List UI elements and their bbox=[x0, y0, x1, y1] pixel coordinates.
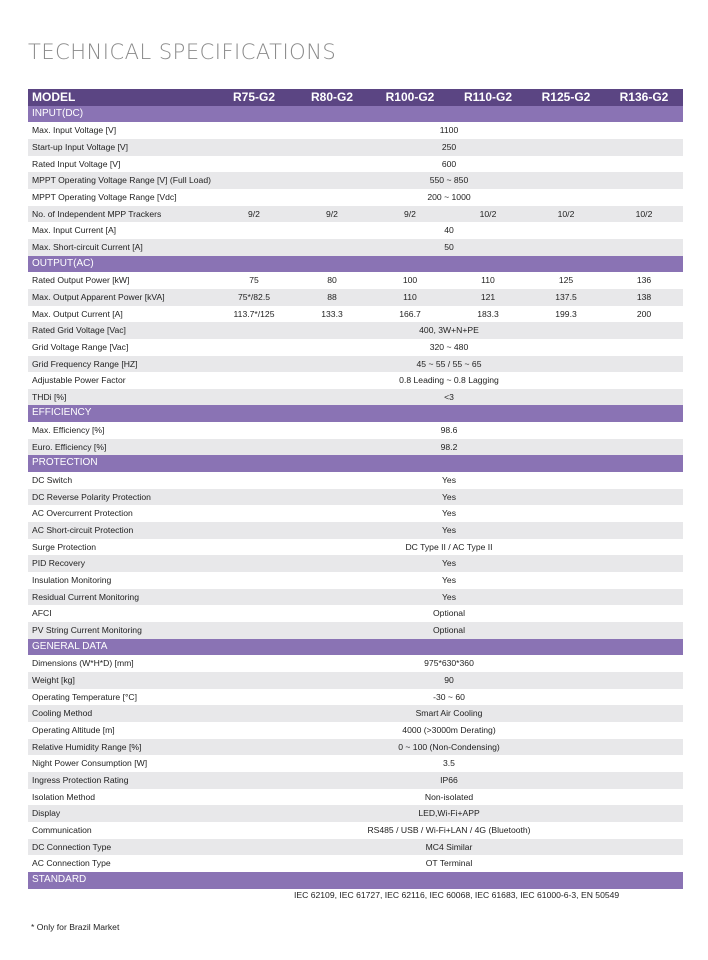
spec-row bbox=[28, 739, 683, 756]
spec-label: DC Reverse Polarity Protection bbox=[28, 489, 215, 506]
spec-value: 9/2 bbox=[293, 206, 371, 223]
spec-label: Display bbox=[28, 805, 215, 822]
spec-value: 98.6 bbox=[440, 425, 458, 436]
spec-value: 138 bbox=[605, 289, 683, 306]
spec-label: Start-up Input Voltage [V] bbox=[28, 139, 215, 156]
spec-row bbox=[28, 822, 683, 839]
spec-value: 9/2 bbox=[215, 206, 293, 223]
section-title: OUTPUT(AC) bbox=[28, 256, 683, 273]
spec-value: 40 bbox=[444, 225, 454, 236]
spec-value: OT Terminal bbox=[425, 858, 473, 869]
spec-row bbox=[28, 306, 683, 323]
spec-label: Max. Efficiency [%] bbox=[32, 425, 105, 436]
spec-label: AC Short-circuit Protection bbox=[28, 522, 215, 539]
spec-value: 183.3 bbox=[477, 308, 499, 319]
spec-value: 137.5 bbox=[527, 289, 605, 306]
spec-row bbox=[28, 805, 683, 822]
spec-label: Rated Input Voltage [V] bbox=[32, 158, 121, 169]
spec-label: AFCI bbox=[32, 608, 52, 619]
spec-label: Rated Output Power [kW] bbox=[32, 275, 130, 286]
spec-row bbox=[28, 789, 683, 806]
spec-label: Dimensions (W*H*D) [mm] bbox=[32, 658, 134, 669]
spec-value: 113.7*/125 bbox=[233, 308, 275, 319]
spec-value: <3 bbox=[215, 389, 683, 406]
spec-label: Surge Protection bbox=[32, 541, 97, 552]
spec-value: Yes bbox=[441, 508, 457, 519]
spec-value: 121 bbox=[449, 289, 527, 306]
spec-value: 88 bbox=[293, 289, 371, 306]
spec-row bbox=[28, 722, 683, 739]
spec-label: DC Switch bbox=[32, 475, 73, 486]
section-title: INPUT(DC) bbox=[28, 106, 683, 123]
spec-value: 550 ~ 850 bbox=[215, 172, 683, 189]
spec-row bbox=[28, 322, 683, 339]
spec-row bbox=[28, 222, 683, 239]
spec-row bbox=[28, 206, 683, 223]
spec-row bbox=[28, 156, 683, 173]
spec-label: Operating Temperature [°C] bbox=[32, 691, 138, 702]
spec-row bbox=[28, 505, 683, 522]
model-header-label: MODEL bbox=[28, 89, 215, 106]
spec-row bbox=[28, 589, 683, 606]
spec-value: 10/2 bbox=[527, 206, 605, 223]
section-title: GENERAL DATA bbox=[28, 639, 683, 656]
spec-value: 125 bbox=[558, 275, 574, 286]
spec-value: Yes bbox=[215, 589, 683, 606]
spec-row bbox=[28, 289, 683, 306]
section-header bbox=[28, 405, 683, 422]
spec-label: Relative Humidity Range [%] bbox=[28, 739, 215, 756]
spec-row bbox=[28, 539, 683, 556]
spec-row bbox=[28, 422, 683, 439]
spec-row bbox=[28, 122, 683, 139]
spec-value: 975*630*360 bbox=[424, 658, 474, 669]
spec-value: 0.8 Leading ~ 0.8 Lagging bbox=[399, 375, 499, 386]
spec-value: 136 bbox=[636, 275, 652, 286]
spec-row bbox=[28, 389, 683, 406]
spec-value: 9/2 bbox=[371, 206, 449, 223]
model-header-cell: R80-G2 bbox=[293, 89, 371, 106]
spec-label: MPPT Operating Voltage Range [V] (Full Load) bbox=[28, 172, 215, 189]
spec-row bbox=[28, 172, 683, 189]
spec-value: 3.5 bbox=[443, 758, 455, 769]
spec-value: 10/2 bbox=[605, 206, 683, 223]
spec-value: 250 bbox=[215, 139, 683, 156]
spec-value: 50 bbox=[215, 239, 683, 256]
spec-table bbox=[28, 89, 683, 889]
spec-row bbox=[28, 139, 683, 156]
spec-value: Smart Air Cooling bbox=[215, 705, 683, 722]
spec-value: 0 ~ 100 (Non-Condensing) bbox=[215, 739, 683, 756]
spec-row bbox=[28, 839, 683, 856]
spec-label: Residual Current Monitoring bbox=[28, 589, 215, 606]
spec-label: No. of Independent MPP Trackers bbox=[28, 206, 215, 223]
spec-value: Yes bbox=[215, 489, 683, 506]
spec-label: Max. Input Current [A] bbox=[32, 225, 117, 236]
spec-row bbox=[28, 772, 683, 789]
spec-label: Operating Altitude [m] bbox=[32, 724, 115, 735]
spec-value: 1100 bbox=[439, 125, 459, 136]
spec-label: Max. Output Current [A] bbox=[32, 308, 123, 319]
spec-label: THDi [%] bbox=[28, 389, 215, 406]
spec-label: Max. Output Apparent Power [kVA] bbox=[28, 289, 215, 306]
spec-row bbox=[28, 439, 683, 456]
spec-value: Yes bbox=[441, 575, 457, 586]
section-header bbox=[28, 106, 683, 123]
spec-label: Insulation Monitoring bbox=[32, 575, 112, 586]
spec-label: Adjustable Power Factor bbox=[32, 375, 126, 386]
spec-label: Grid Frequency Range [HZ] bbox=[28, 356, 215, 373]
spec-label: DC Connection Type bbox=[28, 839, 215, 856]
spec-value: IP66 bbox=[215, 772, 683, 789]
spec-value: 90 bbox=[215, 672, 683, 689]
spec-value: Yes bbox=[441, 475, 457, 486]
spec-label: PV String Current Monitoring bbox=[28, 622, 215, 639]
spec-label: Euro. Efficiency [%] bbox=[28, 439, 215, 456]
spec-label: MPPT Operating Voltage Range [Vdc] bbox=[32, 191, 177, 202]
section-title: PROTECTION bbox=[28, 455, 683, 472]
spec-row bbox=[28, 705, 683, 722]
standard-text: IEC 62109, IEC 61727, IEC 62116, IEC 60068, IEC 61683, IEC 61000-6-3, EN 50549 bbox=[294, 890, 620, 900]
spec-row bbox=[28, 672, 683, 689]
spec-value: 75 bbox=[249, 275, 259, 286]
spec-value: LED,Wi-Fi+APP bbox=[215, 805, 683, 822]
spec-row bbox=[28, 339, 683, 356]
spec-label: Night Power Consumption [W] bbox=[32, 758, 148, 769]
spec-value: 98.2 bbox=[215, 439, 683, 456]
spec-value: Non-isolated bbox=[424, 791, 474, 802]
spec-row bbox=[28, 239, 683, 256]
spec-row bbox=[28, 272, 683, 289]
spec-value: 200 ~ 1000 bbox=[427, 191, 471, 202]
spec-value: 10/2 bbox=[449, 206, 527, 223]
page-title: TECHNICAL SPECIFICATIONS bbox=[28, 40, 337, 64]
section-header bbox=[28, 872, 683, 889]
spec-value: RS485 / USB / Wi-Fi+LAN / 4G (Bluetooth) bbox=[367, 824, 531, 835]
section-title: STANDARD bbox=[28, 872, 683, 889]
spec-row bbox=[28, 622, 683, 639]
spec-row bbox=[28, 855, 683, 872]
section-header bbox=[28, 455, 683, 472]
spec-value: Yes bbox=[215, 522, 683, 539]
section-header bbox=[28, 639, 683, 656]
spec-row bbox=[28, 472, 683, 489]
spec-row bbox=[28, 689, 683, 706]
spec-value: 320 ~ 480 bbox=[429, 341, 469, 352]
spec-row bbox=[28, 489, 683, 506]
spec-row bbox=[28, 372, 683, 389]
spec-value: 110 bbox=[481, 275, 495, 286]
spec-value: -30 ~ 60 bbox=[433, 691, 465, 702]
spec-row bbox=[28, 555, 683, 572]
spec-label: Max. Input Voltage [V] bbox=[32, 125, 117, 136]
spec-label: AC Overcurrent Protection bbox=[32, 508, 133, 519]
spec-value: 166.7 bbox=[399, 308, 421, 319]
spec-row bbox=[28, 522, 683, 539]
model-header-cell: R125-G2 bbox=[527, 89, 605, 106]
spec-value: 80 bbox=[327, 275, 337, 286]
footnote: * Only for Brazil Market bbox=[31, 922, 120, 932]
spec-row bbox=[28, 755, 683, 772]
spec-value: 110 bbox=[371, 289, 449, 306]
spec-row bbox=[28, 655, 683, 672]
spec-value: 199.3 bbox=[555, 308, 577, 319]
section-title: EFFICIENCY bbox=[28, 405, 683, 422]
spec-label: Weight [kg] bbox=[28, 672, 215, 689]
spec-value: 100 bbox=[402, 275, 418, 286]
spec-value: Optional bbox=[432, 608, 465, 619]
spec-value: 4000 (>3000m Derating) bbox=[402, 724, 496, 735]
spec-value: 45 ~ 55 / 55 ~ 65 bbox=[215, 356, 683, 373]
spec-value: DC Type II / AC Type II bbox=[405, 541, 493, 552]
spec-label: Grid Voltage Range [Vac] bbox=[32, 341, 129, 352]
model-header-cell: R100-G2 bbox=[371, 89, 449, 106]
spec-value: Optional bbox=[215, 622, 683, 639]
spec-label: Cooling Method bbox=[28, 705, 215, 722]
spec-label: Max. Short-circuit Current [A] bbox=[28, 239, 215, 256]
spec-value: 600 bbox=[441, 158, 457, 169]
section-header bbox=[28, 256, 683, 273]
spec-label: AC Connection Type bbox=[32, 858, 111, 869]
spec-label: Ingress Protection Rating bbox=[28, 772, 215, 789]
spec-value: Yes bbox=[215, 555, 683, 572]
model-header-cell: R136-G2 bbox=[605, 89, 683, 106]
model-header-cell: R110-G2 bbox=[449, 89, 527, 106]
model-header-row bbox=[28, 89, 683, 106]
spec-label: PID Recovery bbox=[28, 555, 215, 572]
spec-value: MC4 Similar bbox=[215, 839, 683, 856]
spec-row bbox=[28, 572, 683, 589]
spec-value: 133.3 bbox=[321, 308, 343, 319]
spec-label: Rated Grid Voltage [Vac] bbox=[28, 322, 215, 339]
spec-row bbox=[28, 605, 683, 622]
spec-value: 75*/82.5 bbox=[215, 289, 293, 306]
spec-row bbox=[28, 356, 683, 373]
spec-value: 400, 3W+N+PE bbox=[215, 322, 683, 339]
spec-value: 200 bbox=[636, 308, 652, 319]
spec-label: Communication bbox=[32, 824, 92, 835]
model-header-cell: R75-G2 bbox=[215, 89, 293, 106]
spec-label: Isolation Method bbox=[32, 791, 96, 802]
spec-row bbox=[28, 189, 683, 206]
